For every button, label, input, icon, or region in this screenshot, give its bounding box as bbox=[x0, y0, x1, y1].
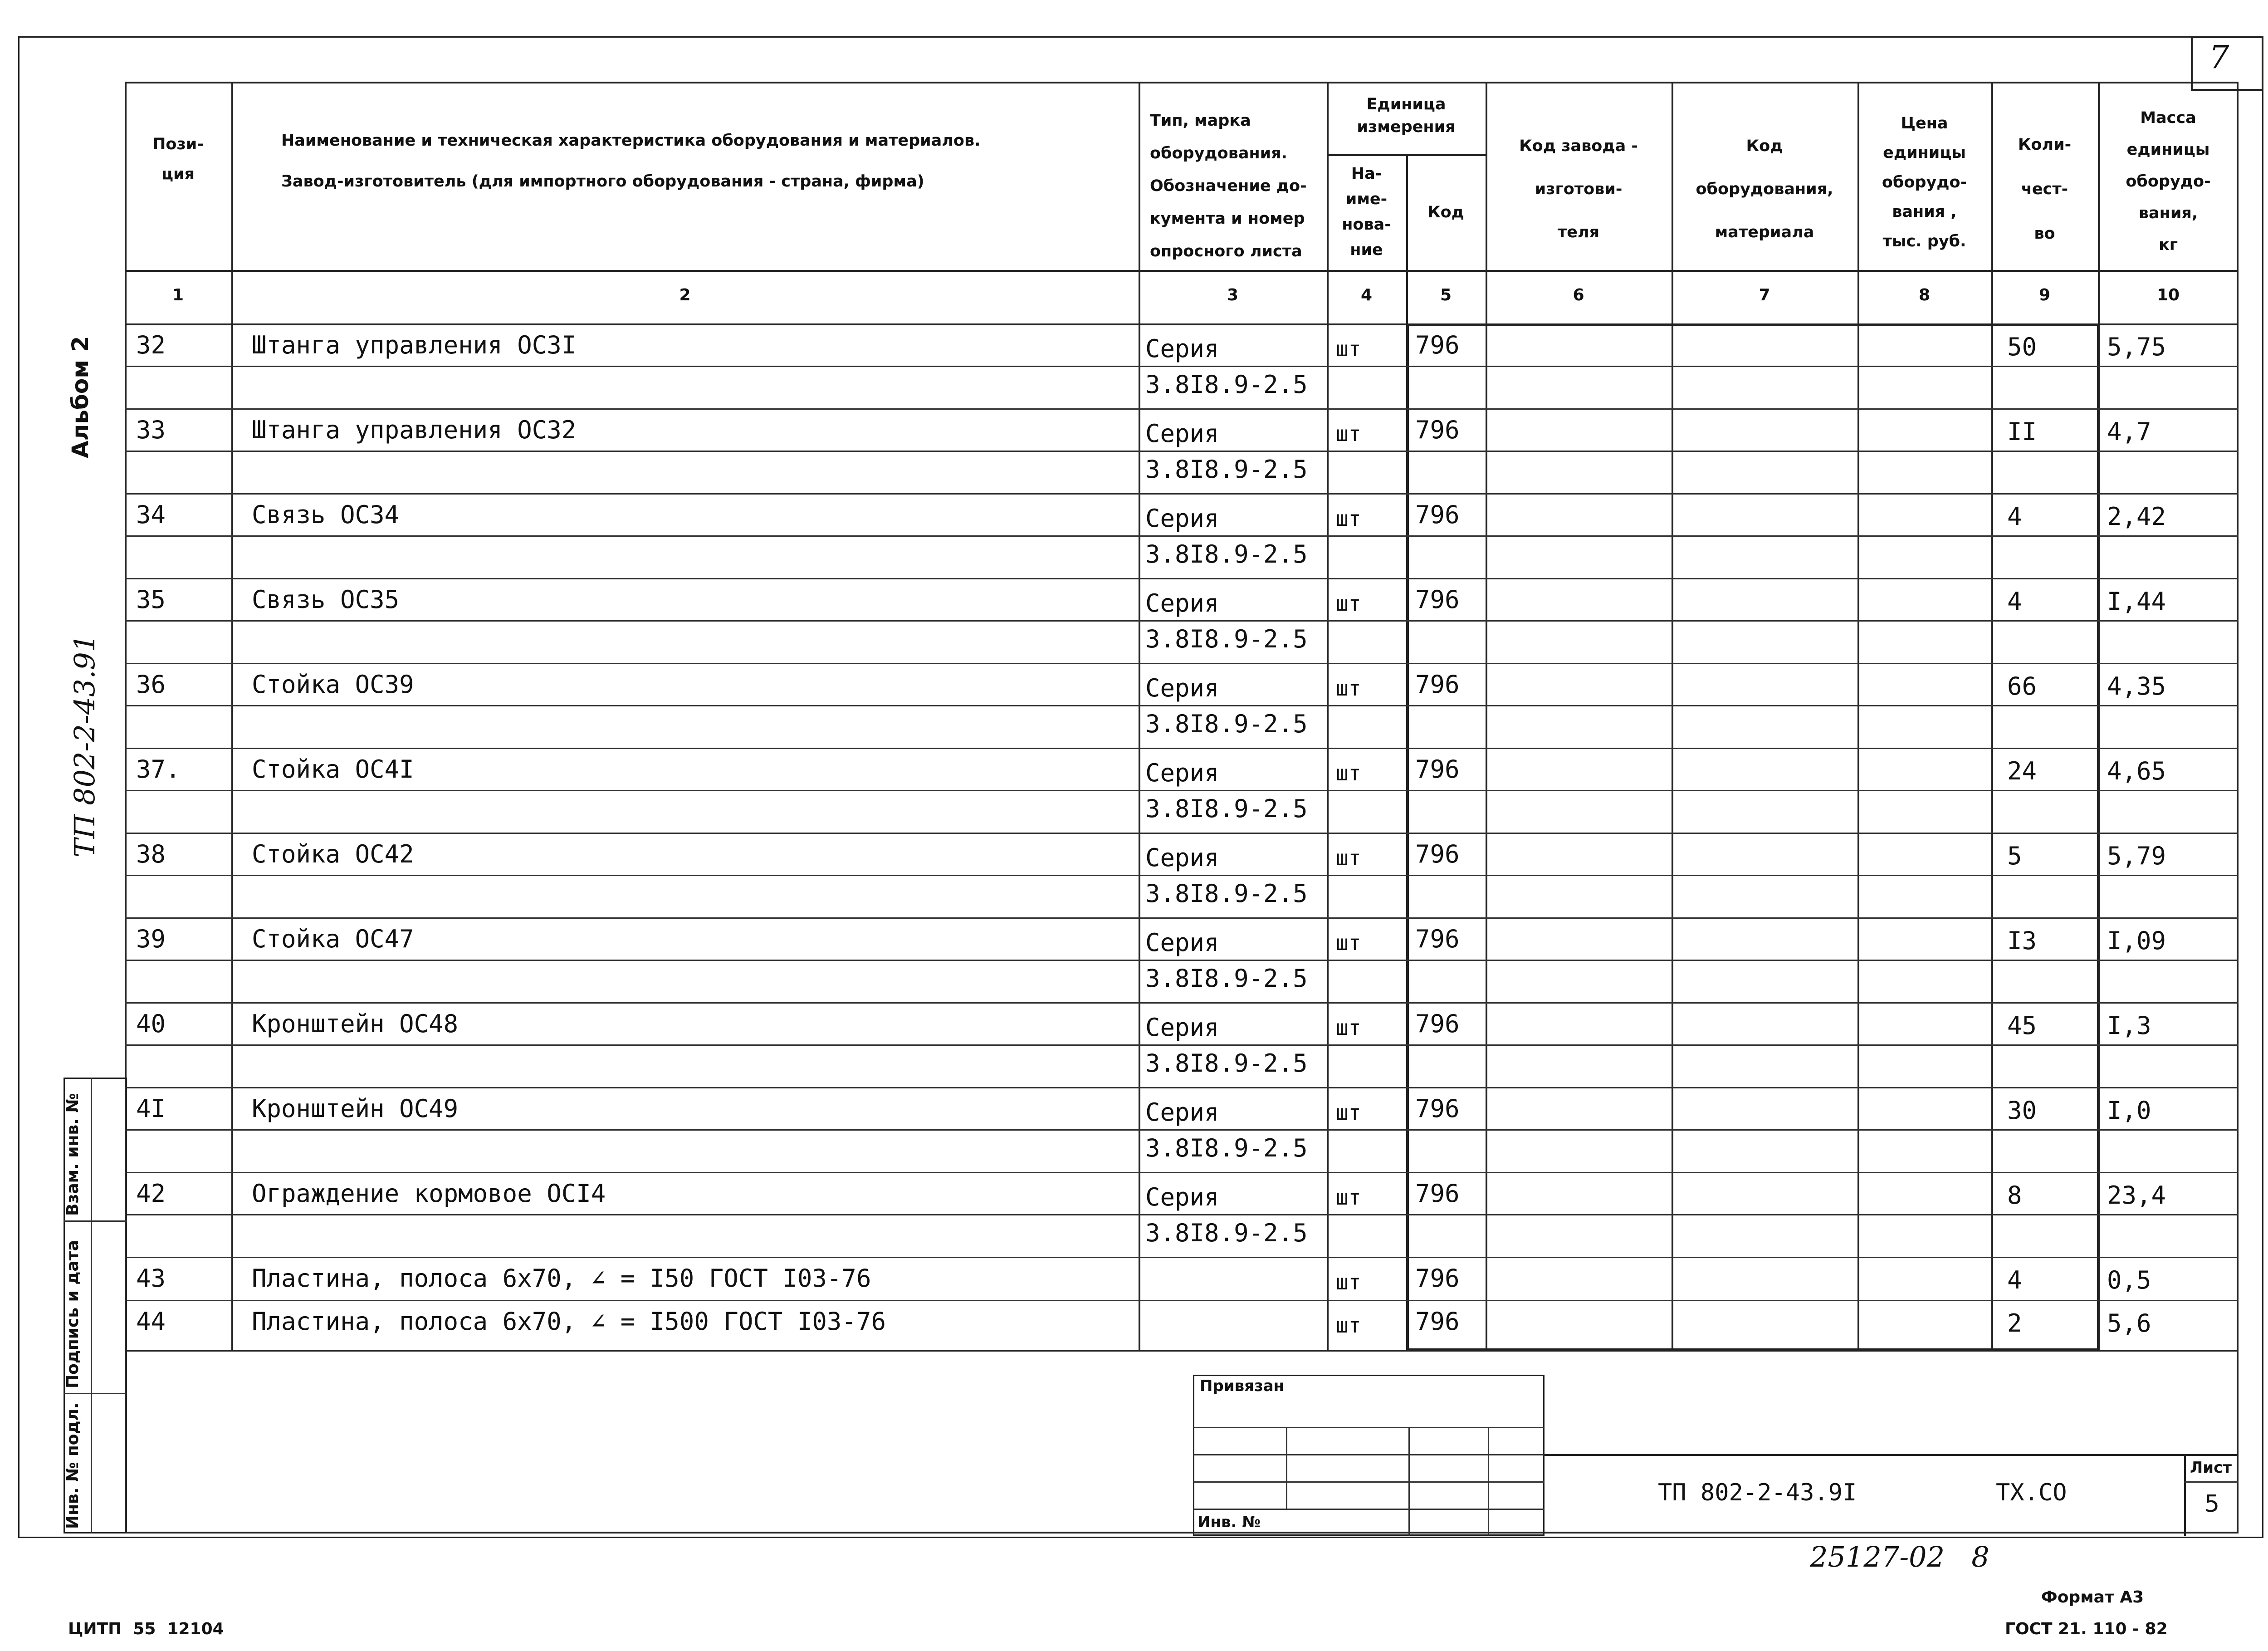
row-name: Ограждение кормовое ОСI4 bbox=[252, 1179, 606, 1208]
header-col6: Код завода - изготови- теля bbox=[1519, 137, 1638, 241]
row-position: 36 bbox=[136, 670, 166, 699]
row-quantity: 8 bbox=[2007, 1181, 2022, 1210]
bound-label: Привязан bbox=[1200, 1377, 1285, 1395]
tb-vline-2 bbox=[1408, 1427, 1410, 1536]
row-name: Штанга управления ОС3I bbox=[252, 331, 577, 359]
row-type-series: Серия bbox=[1145, 1183, 1219, 1211]
row-name: Связь ОС35 bbox=[252, 585, 400, 614]
row-half-line bbox=[125, 451, 2239, 452]
row-position: 38 bbox=[136, 840, 166, 868]
row-code: 796 bbox=[1415, 925, 1460, 953]
row-line bbox=[125, 748, 2239, 749]
row-type-series: Серия bbox=[1145, 589, 1219, 617]
col-line-1 bbox=[231, 82, 233, 1350]
colnum-2: 2 bbox=[679, 286, 691, 304]
colnum-10: 10 bbox=[2156, 286, 2180, 304]
colnum-4: 4 bbox=[1360, 286, 1373, 304]
row-code: 796 bbox=[1415, 500, 1460, 529]
row-line bbox=[125, 1257, 2239, 1258]
row-quantity: 45 bbox=[2007, 1011, 2037, 1040]
doc-code: ТХ.СО bbox=[1996, 1479, 2067, 1506]
row-type-document: 3.8I8.9-2.5 bbox=[1145, 964, 1308, 993]
tb-vline-1 bbox=[1286, 1427, 1287, 1509]
row-position: 4I bbox=[136, 1094, 166, 1123]
corner-sheet-number: 7 bbox=[2209, 39, 2229, 76]
row-code: 796 bbox=[1415, 331, 1460, 359]
row-mass: 4,35 bbox=[2107, 672, 2166, 701]
row-type-document: 3.8I8.9-2.5 bbox=[1145, 879, 1308, 908]
row-quantity: 4 bbox=[2007, 1266, 2022, 1294]
col-line-2 bbox=[1139, 82, 1140, 1350]
row-mass: 4,65 bbox=[2107, 757, 2166, 785]
row-line bbox=[125, 1300, 2239, 1301]
row-line bbox=[125, 578, 2239, 579]
handwritten-note: 25127-02 8 bbox=[1810, 1540, 1989, 1573]
row-unit: шт bbox=[1336, 761, 1361, 785]
col-line-3 bbox=[1327, 82, 1329, 1350]
row-type-document: 3.8I8.9-2.5 bbox=[1145, 625, 1308, 653]
colnum-3: 3 bbox=[1227, 286, 1239, 304]
header-bottom-line bbox=[125, 270, 2239, 272]
row-unit: шт bbox=[1336, 1015, 1361, 1040]
row-line bbox=[125, 408, 2239, 410]
row-mass: 5,79 bbox=[2107, 842, 2166, 870]
row-quantity: 4 bbox=[2007, 587, 2022, 616]
row-type-document: 3.8I8.9-2.5 bbox=[1145, 1219, 1308, 1247]
stamp-divider-2 bbox=[64, 1393, 127, 1394]
row-unit: шт bbox=[1336, 931, 1361, 955]
header-unit-group: Единица измерения bbox=[1357, 95, 1456, 136]
row-position: 37. bbox=[136, 755, 181, 784]
row-type-series: Серия bbox=[1145, 759, 1219, 787]
row-quantity: 24 bbox=[2007, 757, 2037, 785]
row-half-line bbox=[125, 1044, 2239, 1046]
tb-sheet-line bbox=[2184, 1481, 2239, 1483]
inv-label: Инв. № bbox=[1198, 1513, 1261, 1531]
row-unit: шт bbox=[1336, 421, 1361, 446]
row-unit: шт bbox=[1336, 591, 1361, 616]
row-type-document: 3.8I8.9-2.5 bbox=[1145, 540, 1308, 568]
header-col7: Код оборудования, материала bbox=[1696, 137, 1833, 241]
row-half-line bbox=[125, 366, 2239, 367]
colnum-1: 1 bbox=[172, 286, 184, 304]
row-mass: 4,7 bbox=[2107, 417, 2151, 446]
row-line bbox=[125, 1087, 2239, 1088]
stamp-label-2: Подпись и дата bbox=[64, 1240, 82, 1388]
row-mass: I,09 bbox=[2107, 926, 2166, 955]
row-position: 35 bbox=[136, 585, 166, 614]
row-type-series: Серия bbox=[1145, 928, 1219, 957]
stamp-divider-v bbox=[91, 1078, 92, 1533]
row-quantity: 66 bbox=[2007, 672, 2037, 701]
row-unit: шт bbox=[1336, 846, 1361, 870]
tb-line-3 bbox=[1193, 1481, 1545, 1483]
row-code: 796 bbox=[1415, 585, 1460, 614]
row-quantity: 50 bbox=[2007, 333, 2037, 361]
row-half-line bbox=[125, 1129, 2239, 1131]
row-position: 44 bbox=[136, 1307, 166, 1336]
row-half-line bbox=[125, 705, 2239, 706]
row-type-document: 3.8I8.9-2.5 bbox=[1145, 710, 1308, 738]
header-col5: Код bbox=[1427, 203, 1464, 221]
colnum-8: 8 bbox=[1918, 286, 1931, 304]
row-type-document: 3.8I8.9-2.5 bbox=[1145, 1049, 1308, 1078]
tb-line-1 bbox=[1193, 1427, 1545, 1428]
row-position: 43 bbox=[136, 1264, 166, 1293]
row-mass: 5,6 bbox=[2107, 1309, 2151, 1337]
row-type-series: Серия bbox=[1145, 1013, 1219, 1042]
row-half-line bbox=[125, 1214, 2239, 1215]
row-line bbox=[125, 917, 2239, 919]
row-line bbox=[125, 493, 2239, 495]
header-col3: Тип, марка оборудования. Обозначение до- кумента и номер опросного листа bbox=[1150, 112, 1307, 260]
row-type-series: Серия bbox=[1145, 504, 1219, 533]
row-code: 796 bbox=[1415, 1307, 1460, 1336]
row-line bbox=[125, 663, 2239, 664]
row-code: 796 bbox=[1415, 755, 1460, 784]
row-half-line bbox=[125, 620, 2239, 622]
row-quantity: II bbox=[2007, 417, 2037, 446]
row-code: 796 bbox=[1415, 1264, 1460, 1293]
row-code: 796 bbox=[1415, 840, 1460, 868]
footer-format: Формат А3 bbox=[2041, 1588, 2144, 1607]
row-name: Штанга управления ОС32 bbox=[252, 416, 577, 444]
row-name: Кронштейн ОС48 bbox=[252, 1009, 459, 1038]
row-name: Пластина, полоса 6х70, ∠ = I50 ГОСТ I03-76 bbox=[252, 1264, 871, 1293]
album-label: Альбом 2 bbox=[67, 336, 93, 458]
tb-line-2 bbox=[1193, 1454, 1545, 1455]
row-mass: I,3 bbox=[2107, 1011, 2151, 1040]
row-quantity: 5 bbox=[2007, 842, 2022, 870]
row-line bbox=[125, 833, 2239, 834]
row-quantity: I3 bbox=[2007, 926, 2037, 955]
row-position: 40 bbox=[136, 1009, 166, 1038]
stamp-label-1: Взам. инв. № bbox=[64, 1093, 82, 1216]
colnum-5: 5 bbox=[1440, 286, 1452, 304]
sheet-label: Лист bbox=[2190, 1459, 2232, 1477]
row-position: 42 bbox=[136, 1179, 166, 1208]
row-code: 796 bbox=[1415, 1179, 1460, 1208]
header-col8: Цена единицы оборудо- вания , тыс. руб. bbox=[1882, 114, 1967, 250]
row-name: Стойка ОС47 bbox=[252, 925, 414, 953]
row-unit: шт bbox=[1336, 1185, 1361, 1210]
row-quantity: 2 bbox=[2007, 1309, 2022, 1337]
row-mass: I,0 bbox=[2107, 1096, 2151, 1125]
row-quantity: 4 bbox=[2007, 502, 2022, 531]
row-unit: шт bbox=[1336, 676, 1361, 701]
row-type-document: 3.8I8.9-2.5 bbox=[1145, 455, 1308, 484]
row-unit: шт bbox=[1336, 1100, 1361, 1125]
row-name: Кронштейн ОС49 bbox=[252, 1094, 459, 1123]
row-mass: 2,42 bbox=[2107, 502, 2166, 531]
row-code: 796 bbox=[1415, 1009, 1460, 1038]
row-type-series: Серия bbox=[1145, 419, 1219, 448]
row-half-line bbox=[125, 875, 2239, 876]
footer-org: ЦИТП 55 12104 bbox=[68, 1620, 224, 1638]
row-line bbox=[125, 1172, 2239, 1173]
row-mass: 0,5 bbox=[2107, 1266, 2151, 1294]
header-col1: Пози- ция bbox=[152, 135, 204, 183]
row-half-line bbox=[125, 535, 2239, 537]
colnum-6: 6 bbox=[1573, 286, 1584, 304]
body-highlight-box bbox=[1406, 323, 2100, 1351]
footer-standard: ГОСТ 21. 110 - 82 bbox=[2005, 1620, 2168, 1638]
row-type-series: Серия bbox=[1145, 674, 1219, 702]
row-mass: 23,4 bbox=[2107, 1181, 2166, 1210]
colnum-9: 9 bbox=[2038, 286, 2051, 304]
row-position: 32 bbox=[136, 331, 166, 359]
header-col10: Масса единицы оборудо- вания, кг bbox=[2126, 109, 2211, 254]
row-position: 34 bbox=[136, 500, 166, 529]
row-type-series: Серия bbox=[1145, 334, 1219, 363]
stamp-divider-1 bbox=[64, 1220, 127, 1222]
colnum-7: 7 bbox=[1759, 286, 1770, 304]
row-unit: шт bbox=[1336, 506, 1361, 531]
row-position: 33 bbox=[136, 416, 166, 444]
row-line bbox=[125, 1002, 2239, 1004]
row-name: Стойка ОС42 bbox=[252, 840, 414, 868]
row-type-document: 3.8I8.9-2.5 bbox=[1145, 1134, 1308, 1162]
tb-sheet-divider bbox=[2184, 1454, 2186, 1536]
doc-number: ТП 802-2-43.9I bbox=[1658, 1479, 1857, 1506]
row-name: Стойка ОС39 bbox=[252, 670, 414, 699]
row-half-line bbox=[125, 960, 2239, 961]
row-code: 796 bbox=[1415, 416, 1460, 444]
header-col2: Наименование и техническая характеристика оборудования и материалов. Завод-изготовитель (для импортного оборудования - страна, фирма) bbox=[281, 132, 981, 191]
project-label: ТП 802-2-43.91 bbox=[68, 634, 101, 857]
row-unit: шт bbox=[1336, 1270, 1361, 1294]
row-code: 796 bbox=[1415, 670, 1460, 699]
stamp-label-3: Инв. № подл. bbox=[64, 1402, 82, 1529]
row-code: 796 bbox=[1415, 1094, 1460, 1123]
tb-line-4 bbox=[1193, 1509, 1545, 1510]
tb-vline-3 bbox=[1488, 1427, 1489, 1536]
sheet-number: 5 bbox=[2204, 1490, 2220, 1518]
row-type-document: 3.8I8.9-2.5 bbox=[1145, 794, 1308, 823]
row-name: Стойка ОС4I bbox=[252, 755, 414, 784]
row-mass: 5,75 bbox=[2107, 333, 2166, 361]
row-type-document: 3.8I8.9-2.5 bbox=[1145, 370, 1308, 399]
header-col4: На- име- нова- ние bbox=[1342, 165, 1391, 259]
row-mass: I,44 bbox=[2107, 587, 2166, 616]
row-type-series: Серия bbox=[1145, 843, 1219, 872]
row-name: Связь ОС34 bbox=[252, 500, 400, 529]
row-position: 39 bbox=[136, 925, 166, 953]
row-type-series: Серия bbox=[1145, 1098, 1219, 1127]
row-name: Пластина, полоса 6х70, ∠ = I500 ГОСТ I03-76 bbox=[252, 1307, 886, 1336]
row-half-line bbox=[125, 790, 2239, 791]
row-quantity: 30 bbox=[2007, 1096, 2037, 1125]
row-unit: шт bbox=[1336, 1313, 1361, 1337]
body-bottom-line bbox=[125, 1350, 2239, 1352]
tb-main-top bbox=[1545, 1454, 2239, 1456]
row-unit: шт bbox=[1336, 337, 1361, 361]
header-col9: Коли- чест- во bbox=[2018, 136, 2072, 243]
